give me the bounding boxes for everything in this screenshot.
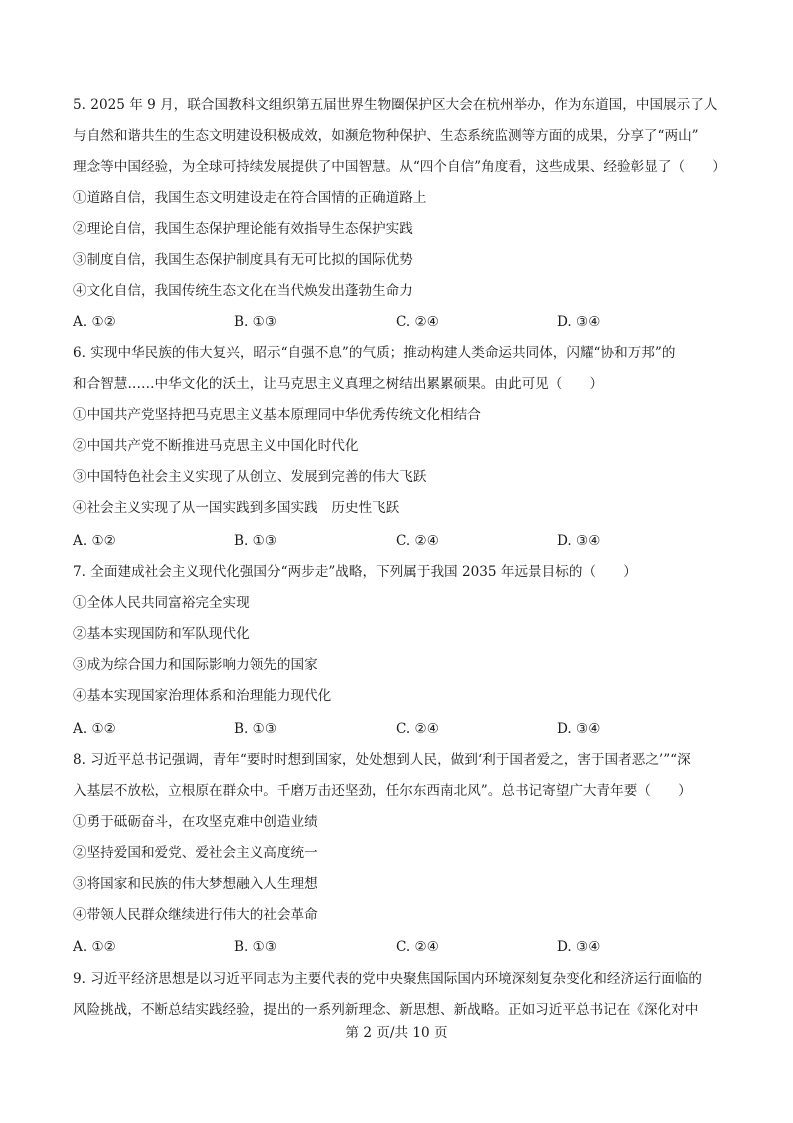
question-5-stem-line-2: 与自然和谐共生的生态文明建设积极成效，如濒危物种保护、生态系统监测等方面的成果，分享了“两山” (73, 128, 699, 144)
question-5-options (73, 313, 733, 331)
question-8-option-d: D. ③④ (557, 939, 601, 955)
question-7-option-b: B. ①③ (234, 721, 278, 737)
question-6-statement-2: ②中国共产党不断推进马克思主义中国化时代化 (73, 438, 359, 454)
question-8-statement-3: ③将国家和民族的伟大梦想融入人生理想 (73, 876, 318, 892)
question-6-statement-3: ③中国特色社会主义实现了从创立、发展到完善的伟大飞跃 (73, 469, 427, 485)
question-5-option-a: A. ①② (73, 314, 116, 330)
question-7-statement-3: ③成为综合国力和国际影响力领先的国家 (73, 657, 318, 673)
question-8-option-a: A. ①② (73, 939, 116, 955)
question-6-statement-1: ①中国共产党坚持把马克思主义基本原理同中华优秀传统文化相结合 (73, 407, 481, 423)
question-5-statement-3: ③制度自信，我国生态保护制度具有无可比拟的国际优势 (73, 252, 413, 268)
question-6-option-b: B. ①③ (234, 533, 278, 549)
question-9-stem-line-1: 9. 习近平经济思想是以习近平同志为主要代表的党中央聚焦国际国内环境深刻复杂变化和经济运行面临的 (73, 971, 703, 987)
question-8-stem-line-2: 入基层不放松，立根原在群众中。千磨万击还坚劲，任尔东西南北风”。总书记寄望广大青年要（ ） (73, 783, 692, 799)
question-6-option-a: A. ①② (73, 533, 116, 549)
question-7-option-d: D. ③④ (557, 721, 601, 737)
question-8-statement-2: ②坚持爱国和爱党、爱社会主义高度统一 (73, 845, 318, 861)
question-8-option-c: C. ②④ (396, 939, 439, 955)
question-6-option-d: D. ③④ (557, 533, 601, 549)
question-6-stem-line-2: 和合智慧……中华文化的沃土，让马克思主义真理之树结出累累硕果。由此可见（ ） (73, 376, 604, 392)
question-7-statement-2: ②基本实现国防和军队现代化 (73, 626, 250, 642)
question-6-option-c: C. ②④ (396, 533, 439, 549)
question-5-option-c: C. ②④ (396, 314, 439, 330)
page-number-footer: 第 2 页/共 10 页 (345, 1025, 448, 1041)
question-5-stem-line-3: 理念等中国经验，为全球可持续发展提供了中国智慧。从“四个自信”角度看，这些成果、经验彰显了（ ） (73, 159, 726, 175)
question-8-option-b: B. ①③ (234, 939, 278, 955)
question-5-stem-line-1: 5. 2025 年 9 月，联合国教科文组织第五届世界生物圈保护区大会在杭州举办，作为东道国，中国展示了人 (73, 97, 718, 113)
question-5-option-b: B. ①③ (234, 314, 278, 330)
question-7-options (73, 720, 733, 738)
question-5-option-d: D. ③④ (557, 314, 601, 330)
question-7-option-a: A. ①② (73, 721, 116, 737)
question-8-statement-1: ①勇于砥砺奋斗，在攻坚克难中创造业绩 (73, 814, 318, 830)
question-5-statement-1: ①道路自信，我国生态文明建设走在符合国情的正确道路上 (73, 190, 427, 206)
question-9-stem-line-2: 风险挑战，不断总结实践经验，提出的一系列新理念、新思想、新战略。正如习近平总书记在《深化对中 (73, 1002, 699, 1018)
question-6-stem-line-1: 6. 实现中华民族的伟大复兴，昭示“自强不息”的气质；推动构建人类命运共同体，闪耀“协和万邦”的 (73, 345, 676, 361)
question-5-statement-4: ④文化自信，我国传统生态文化在当代焕发出蓬勃生命力 (73, 283, 413, 299)
question-7-stem-line-1: 7. 全面建成社会主义现代化强国分“两步走”战略，下列属于我国 2035 年远景目标的（ ） (73, 564, 637, 580)
question-7-option-c: C. ②④ (396, 721, 439, 737)
question-6-options (73, 532, 733, 550)
question-6-statement-4: ④社会主义实现了从一国实践到多国实践 历史性飞跃 (73, 500, 400, 516)
question-8-statement-4: ④带领人民群众继续进行伟大的社会革命 (73, 907, 318, 923)
question-5-statement-2: ②理论自信，我国生态保护理论能有效指导生态保护实践 (73, 221, 413, 237)
question-8-options (73, 938, 733, 956)
question-8-stem-line-1: 8. 习近平总书记强调，青年“要时时想到国家，处处想到人民，做到‘利于国者爱之，害于国者恶之’”“深 (73, 752, 691, 768)
question-7-statement-4: ④基本实现国家治理体系和治理能力现代化 (73, 688, 332, 704)
question-7-statement-1: ①全体人民共同富裕完全实现 (73, 595, 250, 611)
